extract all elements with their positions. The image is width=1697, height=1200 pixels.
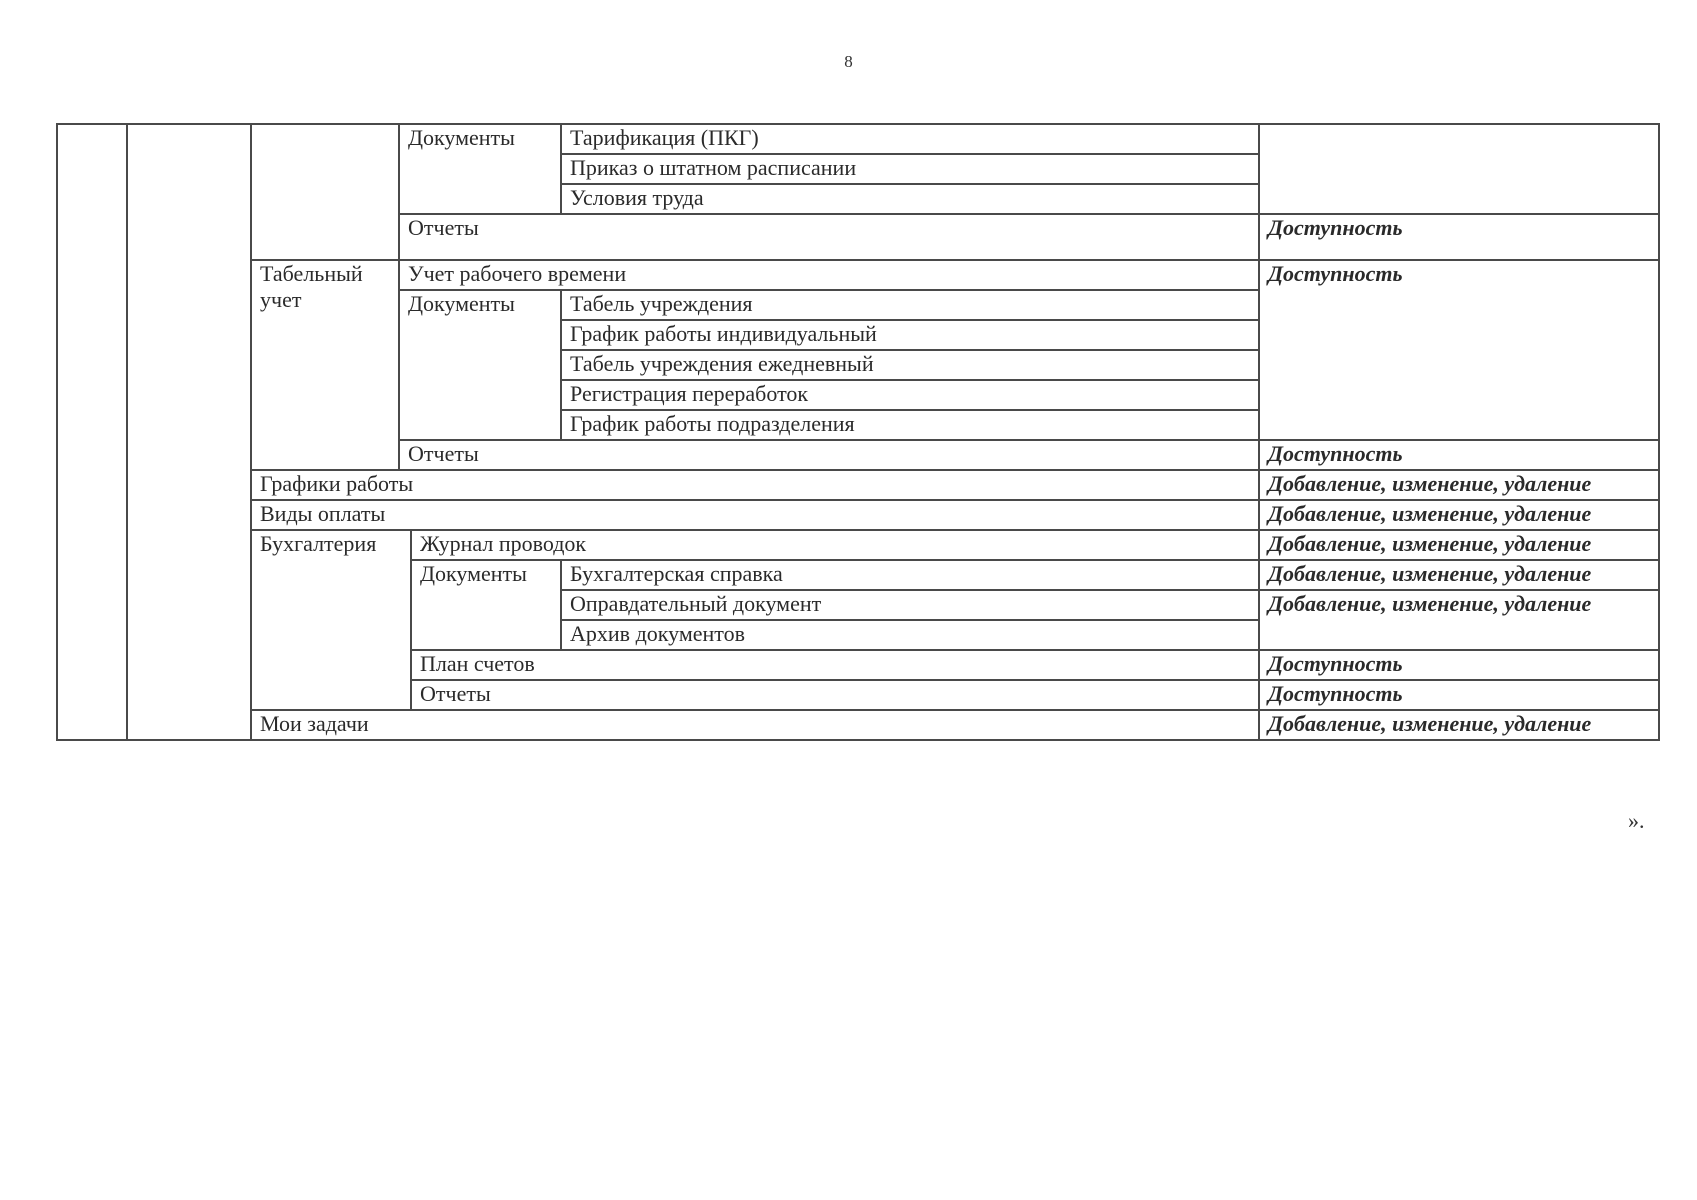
buh-reports-access: Доступность: [1259, 680, 1659, 710]
schedules-label: Графики работы: [251, 470, 1259, 500]
buh-label: Бухгалтерия: [251, 530, 411, 710]
buh-doc-access: Добавление, изменение, удаление: [1259, 590, 1659, 650]
table-row: [57, 500, 1659, 530]
table-row: [57, 710, 1659, 740]
schedules-access: Добавление, изменение, удаление: [1259, 470, 1659, 500]
tabel-doc-item: Табель учреждения ежедневный: [561, 350, 1259, 380]
table-row: [57, 260, 1659, 290]
kadry-docs-label: Документы: [399, 124, 561, 214]
paytypes-access: Добавление, изменение, удаление: [1259, 500, 1659, 530]
tabel-doc-item: Регистрация переработок: [561, 380, 1259, 410]
tabel-doc-item: Табель учреждения: [561, 290, 1259, 320]
buh-docs-label: Документы: [411, 560, 561, 650]
kadry-docs-access-empty: [1259, 124, 1659, 214]
table-row: [57, 530, 1659, 560]
tabel-reports-label: Отчеты: [399, 440, 1259, 470]
buh-doc-item: Бухгалтерская справка: [561, 560, 1259, 590]
kadry-doc-item: Тарификация (ПКГ): [561, 124, 1259, 154]
tabel-reports-access: Доступность: [1259, 440, 1659, 470]
tabel-docs-label: Документы: [399, 290, 561, 440]
table-row: [57, 124, 1659, 154]
paytypes-label: Виды оплаты: [251, 500, 1259, 530]
tabel-time-label: Учет рабочего времени: [399, 260, 1259, 290]
buh-reports-label: Отчеты: [411, 680, 1259, 710]
kadry-reports-access: Доступность: [1259, 214, 1659, 260]
tabel-label: Табельный учет: [251, 260, 399, 470]
closing-quote-mark: ».: [1628, 808, 1645, 833]
table-row: [57, 470, 1659, 500]
buh-journal-label: Журнал проводок: [411, 530, 1259, 560]
kadry-doc-item: Приказ о штатном расписании: [561, 154, 1259, 184]
col-2-empty: [127, 124, 251, 740]
rights-table-wrapper: [56, 123, 1658, 741]
kadry-doc-item: Условия труда: [561, 184, 1259, 214]
buh-doc-access: Добавление, изменение, удаление: [1259, 560, 1659, 590]
buh-journal-access: Добавление, изменение, удаление: [1259, 530, 1659, 560]
kadry-reports-label: Отчеты: [399, 214, 1259, 260]
buh-doc-item: Оправдательный документ: [561, 590, 1259, 620]
buh-doc-item: Архив документов: [561, 620, 1259, 650]
col-1-empty: [57, 124, 127, 740]
page-number: 8: [844, 52, 853, 71]
tabel-doc-item: График работы индивидуальный: [561, 320, 1259, 350]
rights-table: [56, 123, 1660, 741]
buh-plan-access: Доступность: [1259, 650, 1659, 680]
col-3-empty: [251, 124, 399, 260]
tasks-access: Добавление, изменение, удаление: [1259, 710, 1659, 740]
tabel-doc-item: График работы подразделения: [561, 410, 1259, 440]
tasks-label: Мои задачи: [251, 710, 1259, 740]
tabel-access: Доступность: [1259, 260, 1659, 440]
buh-plan-label: План счетов: [411, 650, 1259, 680]
